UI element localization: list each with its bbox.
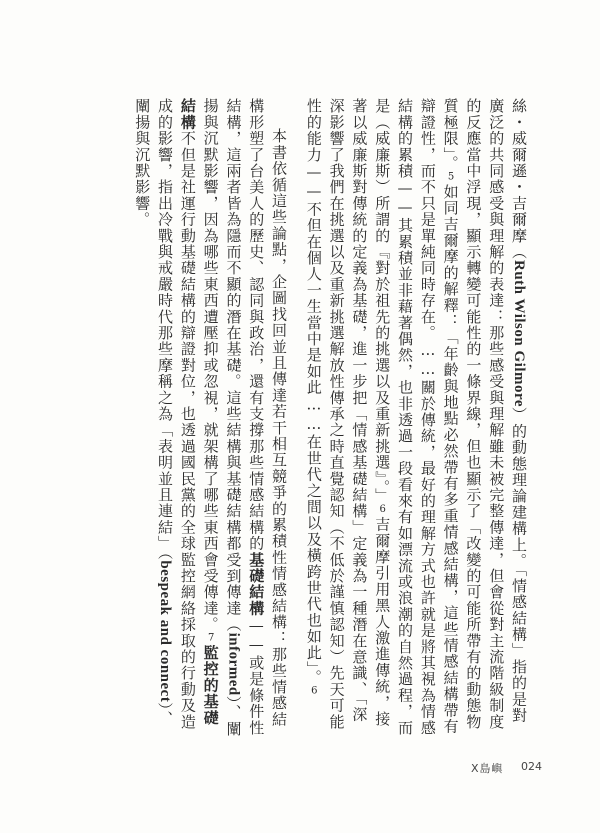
- text-run: 吉爾摩引用黑人激進傳統，接著以威廉斯對傳統的定義為基礎，進一步把「情感基礎結構」定義為一種潛在意識、「深深影響了我們在挑選以及重新挑選解放性傳承之時直覺認知（不低於謹慎認知）先天可能性的能力——不但在個人一生當中是如此……在世代之間以及橫跨世代也如此」。: [304, 98, 392, 730]
- text-run: 不但是社運行動基礎結構的辯證對位，也透過國民黨的全球監控網絡採取的行動及造成的影響，指出冷戰與戒嚴時代那些摩稱之為「表明並且連結」（: [156, 98, 197, 730]
- text-run: 如同吉爾摩的解釋：「年齡與地點必然帶有多重情感結構，這些情感結構帶有辯證性，而不只是單純同時存在。……關於傳統，最好的理解方式也許就是將其視為情感結構的累積——其累積並非藉著偶然，也非透過一段看來有如漂流或浪潮的自然過程，而是（威廉斯）所謂的『對於祖先的挑選以及重新挑選』。」: [373, 98, 460, 736]
- page-number: 024: [521, 760, 542, 773]
- text-run: 本書依循這些論點，企圖找回並且傳達若干相互競爭的累積性情感結構：那些情感結構形塑了台美人的歷史、認同與政治，還有支撐那些情感結構的: [247, 98, 289, 728]
- latin-name: Ruth Wilson Gilmore: [511, 260, 527, 408]
- text-run: ——或是條件性結構，這兩者皆為隱而不顯的潛在基礎。這些結構與基礎結構都受到傳達（: [224, 98, 266, 736]
- footnote-ref: 6: [308, 685, 320, 698]
- latin-term: bespeak and connect: [157, 560, 174, 703]
- text-run: ）、闡揚與沉默影響，因為哪些東西遭壓抑或忽視，就架構了哪些東西會受傳達。: [201, 98, 243, 737]
- running-footer-title: X島嶼: [471, 762, 504, 775]
- text-run: 絲・威爾遜・吉爾摩（: [510, 98, 528, 260]
- latin-term: informed: [225, 632, 242, 696]
- text-run: ）、闡揚與沉默影響。: [133, 98, 175, 728]
- footnote-ref: 6: [377, 504, 389, 517]
- text-run: ）的動態理論建構上。「情感結構」指的是對廣泛的共同感受與理解的表達：那些感受與理解雖未被完整傳達，但會從對主流階級制度的反應當中浮現，顯示轉變可能性的一條界線，但也顯示了「改變的可能所帶有的動態物質極限」。: [441, 98, 528, 730]
- footnote-ref: 5: [445, 171, 457, 184]
- footnote-ref: 7: [205, 632, 217, 645]
- paragraph-2: [130, 98, 290, 738]
- paragraph-1: [302, 98, 530, 738]
- bold-term: 監控的基礎結構: [178, 98, 220, 726]
- bold-term: 基礎結構: [247, 551, 266, 617]
- body-text: [110, 98, 530, 738]
